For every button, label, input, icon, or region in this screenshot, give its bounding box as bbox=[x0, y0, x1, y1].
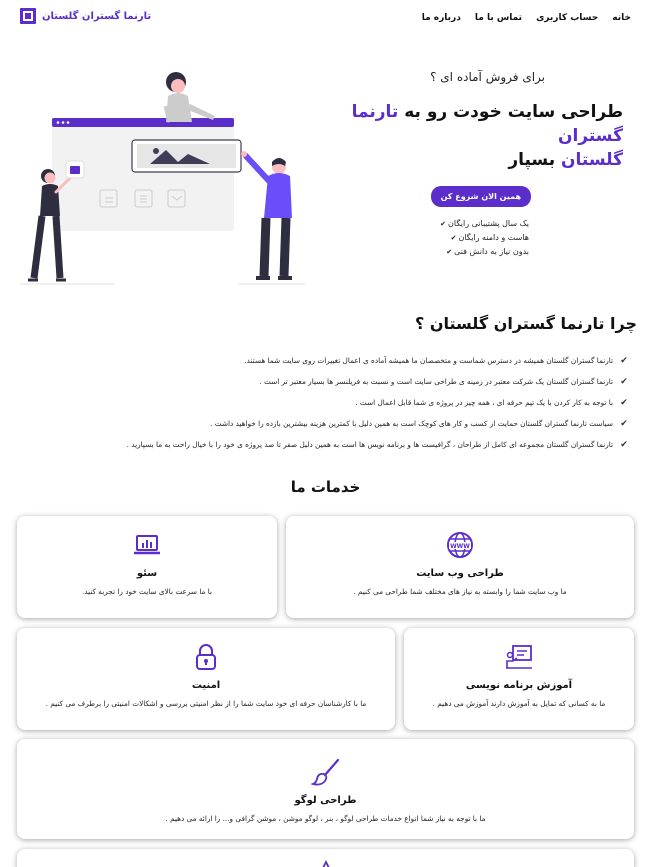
hero-title bbox=[323, 100, 623, 172]
check-icon: ✔ bbox=[620, 439, 628, 450]
check-icon: ✔ bbox=[620, 418, 628, 429]
service-title: طراحی لوگو bbox=[294, 795, 357, 806]
service-title: امنیت bbox=[191, 680, 221, 691]
service-desc: ما با توجه به نیاز شما انواع خدمات طراحی لوگو ، بنر ، لوگو موشن ، موشن گرافی و... را ارائه می دهیم . bbox=[165, 814, 486, 823]
teacher-board-icon bbox=[502, 640, 536, 674]
laptop-chart-icon bbox=[130, 528, 164, 562]
why-item-text: تارنما گستران گلستان همیشه در دسترس شماست و متخصصان ما همیشه آماده ی اعمال تغییرات روی سایت شما هستند. bbox=[244, 356, 613, 365]
hero-subtitle: برای فروش آماده ای ؟ bbox=[430, 70, 545, 84]
why-item-text: سیاست تارنما گستران گلستان حمایت از کسب و کار های کوچک است به همین دلیل با کمترین هزینه بیشترین بازده را خواهید داشت . bbox=[210, 419, 613, 428]
hero-text bbox=[323, 70, 623, 259]
why-item-text: تارنما گستران گلستان مجموعه ای کامل از طراحان ، گرافیست ها و برنامه نویس ها است به همین دلیل صفر تا صد پروژه ی خود را با خیال راحت به ما بسپارید . bbox=[126, 440, 613, 449]
why-item bbox=[69, 392, 629, 413]
service-desc: ما وب سایت شما را وابسته به نیاز های مختلف شما طراحی می کنیم . bbox=[353, 587, 567, 596]
why-item bbox=[69, 413, 629, 434]
hero-title-prefix: طراحی سایت خودت رو به bbox=[398, 102, 623, 122]
nav-account[interactable]: حساب کاربری bbox=[536, 13, 599, 23]
service-title: سئو bbox=[136, 568, 158, 579]
hero-illustration bbox=[20, 66, 305, 288]
why-item bbox=[69, 371, 629, 392]
svg-text:WWW: WWW bbox=[450, 543, 470, 550]
main-nav bbox=[422, 13, 631, 23]
service-title: آموزش برنامه نویسی bbox=[465, 680, 573, 691]
service-card-seo[interactable] bbox=[17, 516, 277, 618]
service-card-partial[interactable] bbox=[17, 849, 634, 867]
site-logo[interactable] bbox=[20, 8, 151, 24]
nav-home[interactable]: خانه bbox=[612, 13, 631, 23]
partial-icon bbox=[320, 855, 332, 865]
hero-title-highlight-2: گلستان bbox=[561, 150, 623, 170]
logo-text: تارنما گستران گلستان bbox=[42, 10, 152, 22]
service-card-web-design[interactable] bbox=[286, 516, 634, 618]
services-title: خدمات ما bbox=[290, 478, 361, 496]
padlock-icon bbox=[189, 640, 223, 674]
check-icon: ✔ bbox=[620, 397, 628, 408]
start-now-button[interactable]: همین الان شروع کن bbox=[431, 186, 531, 207]
hero-features bbox=[323, 217, 529, 259]
logo-icon bbox=[20, 8, 36, 24]
brush-icon bbox=[309, 755, 343, 789]
service-desc: ما با کارشناسان حرفه ای خود سایت شما را از نظر امنیتی بررسی و اشکالات امنیتی را برطرف می کنیم . bbox=[45, 699, 367, 708]
feature-item: بدون نیاز به دانش فنی ✔ bbox=[323, 245, 529, 259]
why-item bbox=[69, 350, 629, 371]
service-card-logo-design[interactable] bbox=[17, 739, 634, 839]
why-item-text: تارنما گستران گلستان یک شرکت معتبر در زمینه ی طراحی سایت است و نسبت به فریلنسر ها بسیار معتبر تر است . bbox=[259, 377, 613, 386]
why-list bbox=[69, 350, 629, 455]
nav-about[interactable]: درباره ما bbox=[421, 13, 461, 23]
service-card-programming[interactable] bbox=[404, 628, 634, 730]
feature-item: یک سال پشتیبانی رایگان ✔ bbox=[323, 217, 529, 231]
why-item bbox=[69, 434, 629, 455]
check-icon: ✔ bbox=[620, 376, 628, 387]
why-title: چرا تارنما گستران گلستان ؟ bbox=[414, 314, 637, 333]
service-desc: ما به کسانی که تمایل به آموزش دارند آموزش می دهیم . bbox=[432, 699, 606, 708]
why-item-text: با توجه به کار کردن با یک تیم حرفه ای ، همه چیز در پروژه ی شما قابل اعمال است . bbox=[355, 398, 613, 407]
globe-www-icon bbox=[443, 528, 477, 562]
service-desc: با ما سرعت بالای سایت خود را تجربه کنید. bbox=[81, 587, 213, 596]
hero-title-suffix: بسپار bbox=[508, 150, 562, 170]
service-title: طراحی وب سایت bbox=[416, 568, 504, 579]
hero-title-highlight: تارنما گستران bbox=[351, 102, 623, 146]
service-card-security[interactable] bbox=[17, 628, 395, 730]
check-icon: ✔ bbox=[620, 355, 628, 366]
feature-item: هاست و دامنه رایگان ✔ bbox=[323, 231, 529, 245]
site-header bbox=[0, 0, 651, 38]
nav-contact[interactable]: تماس با ما bbox=[474, 13, 523, 23]
